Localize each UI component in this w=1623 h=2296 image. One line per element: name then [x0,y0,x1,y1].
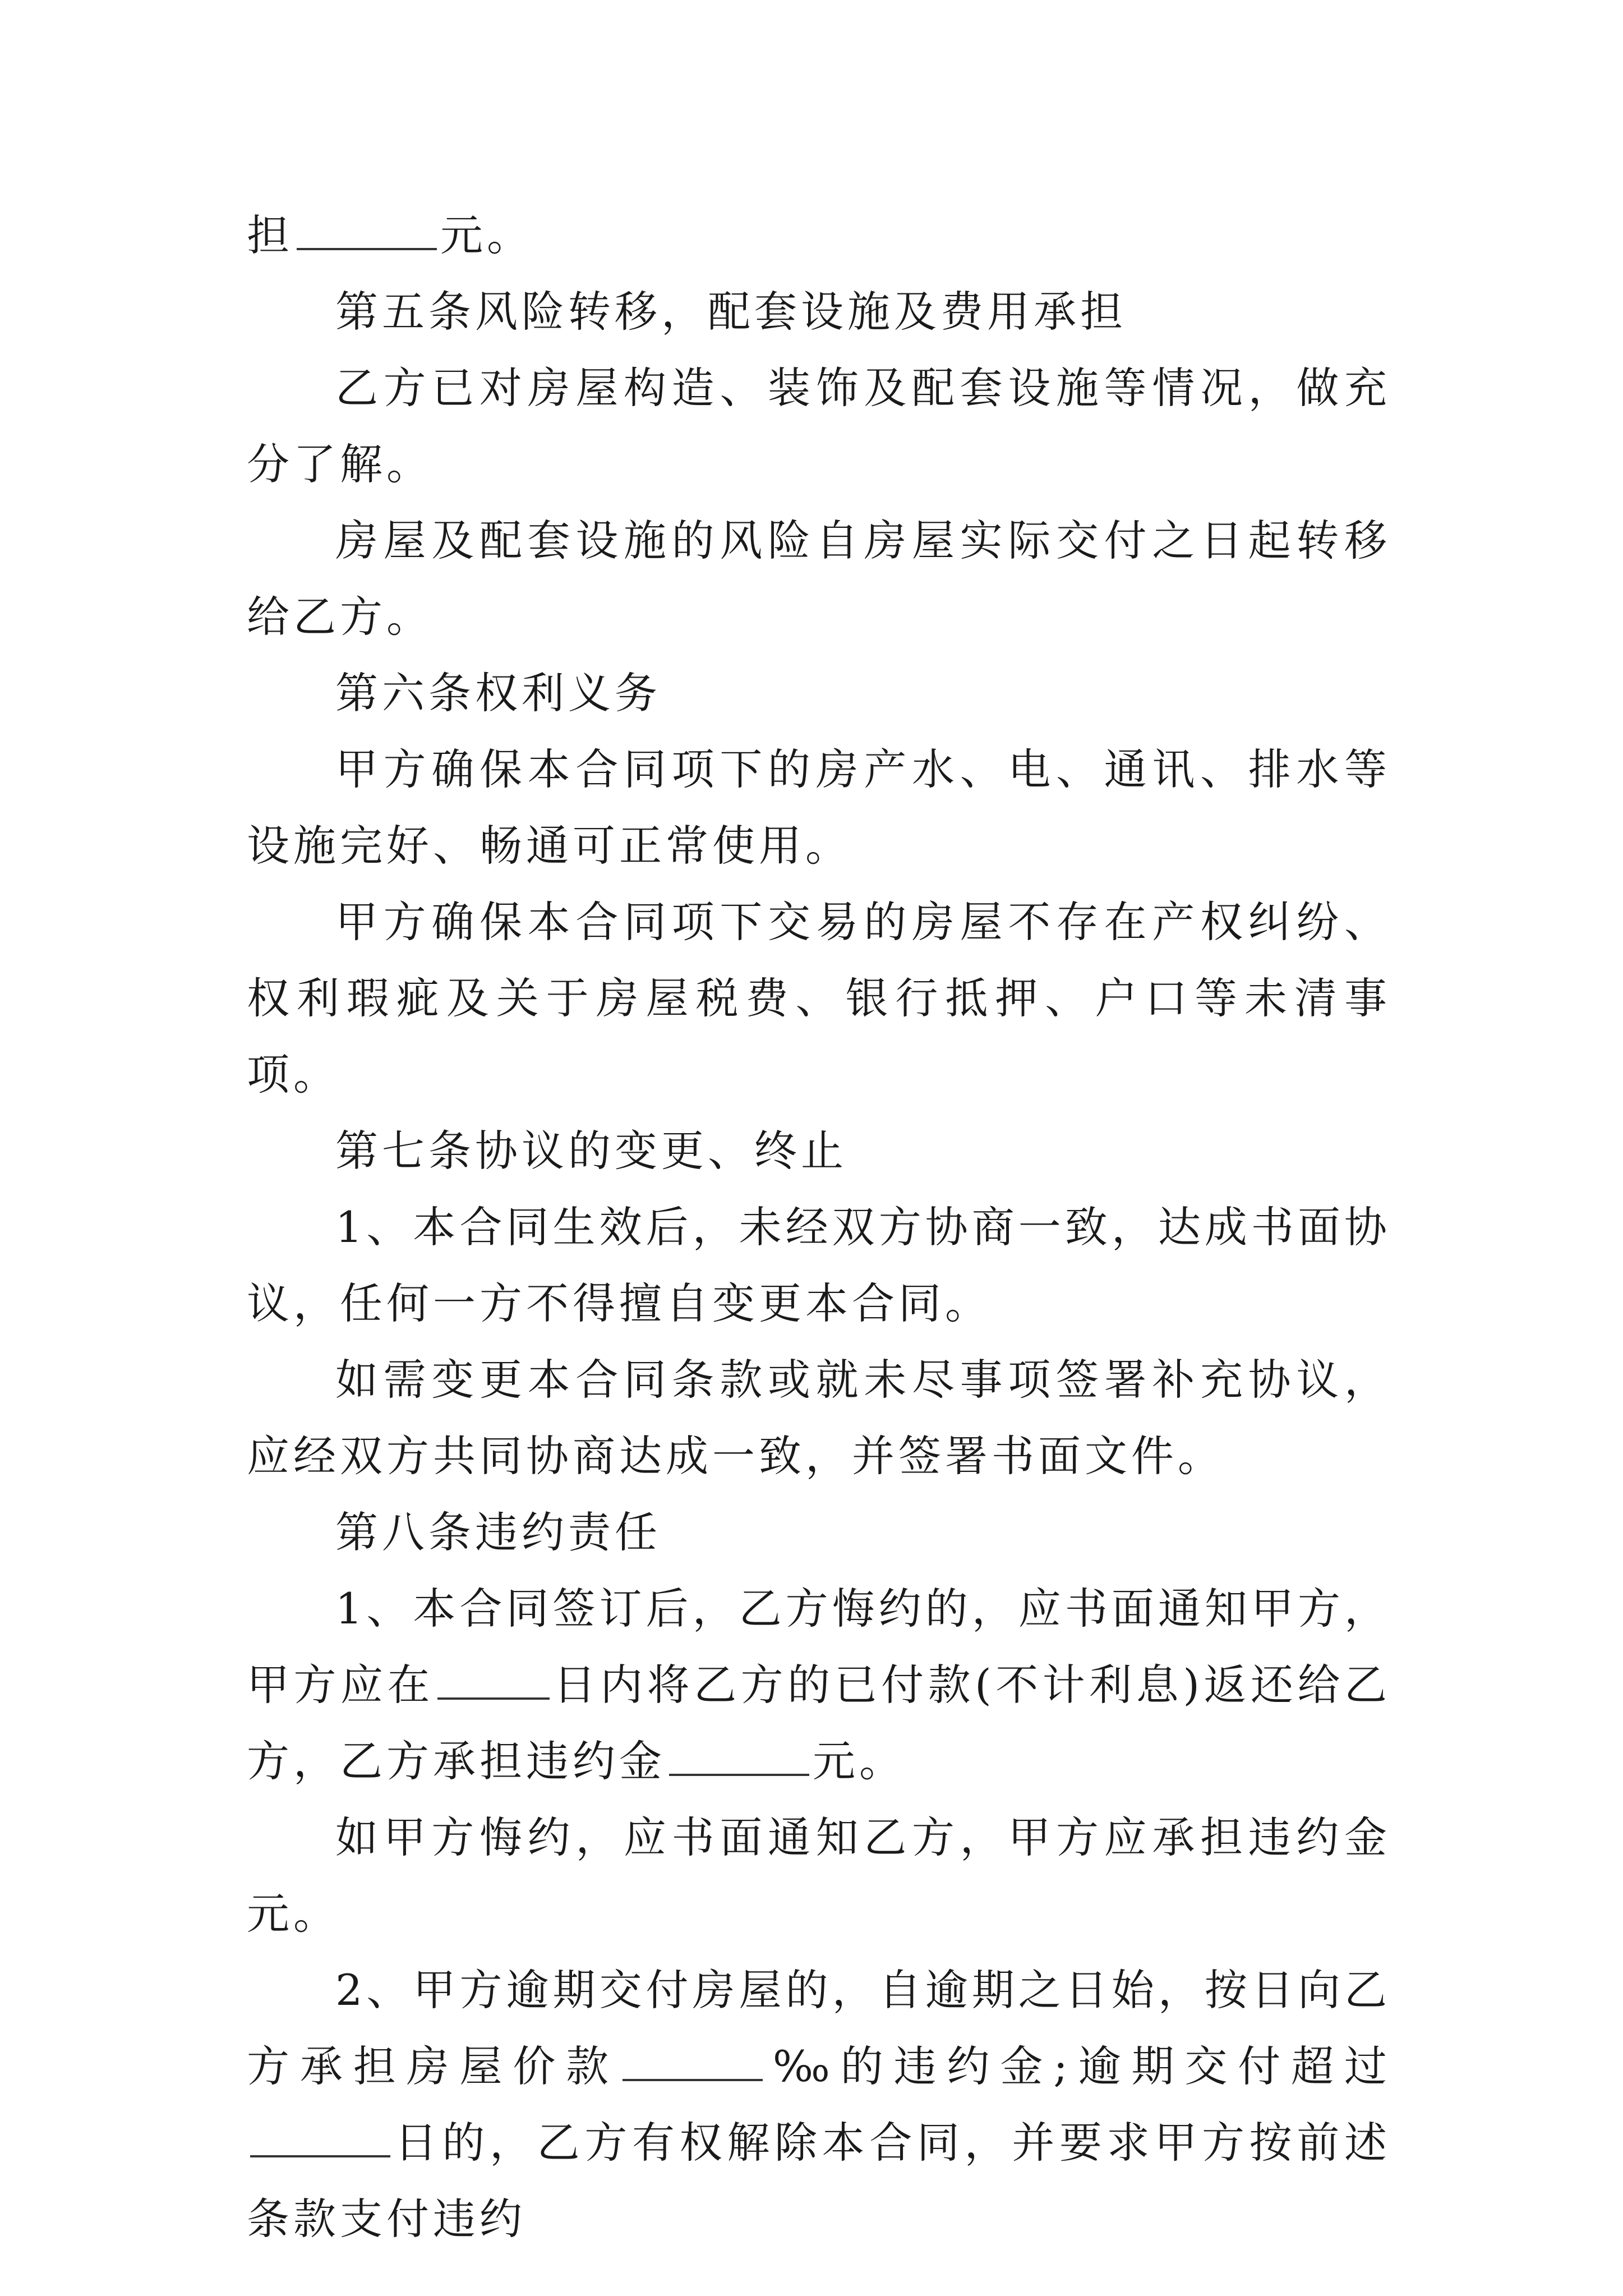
blank-field [669,1740,809,1776]
text-run: 元。 [440,210,533,260]
blank-field [623,2045,763,2081]
paragraph-13: 如甲方悔约，应书面通知乙方，甲方应承担违约金元。 [247,1812,1391,1939]
blank-field [297,214,437,250]
section-heading-5: 第五条风险转移，配套设施及费用承担 [335,287,1127,337]
section-heading-7: 第七条协议的变更、终止 [335,1126,847,1176]
blank-field [250,2122,390,2157]
paragraph-6: 甲方确保本合同项下的房产水、电、通讯、排水等设施完好、畅通可正常使用。 [247,744,1391,871]
text-run: 担 [247,210,293,260]
section-heading-6: 第六条权利义务 [335,668,661,718]
text-run: 2、甲方逾期交付房屋的，自逾期之日始，按日向乙方承担房屋价款 [247,1965,1391,2091]
paragraph-10: 如需变更本合同条款或就未尽事项签署补充协议，应经双方共同协商达成一致，并签署书面文件。 [247,1355,1391,1481]
paragraph-7: 甲方确保本合同项下交易的房屋不存在产权纠纷、权利瑕疵及关于房屋税费、银行抵押、户口等未清事项。 [247,897,1391,1099]
blank-field [437,1664,550,1700]
paragraph-12 [247,1571,1391,1800]
section-heading-8: 第八条违约责任 [335,1507,661,1557]
text-run: 元。 [813,1736,906,1786]
paragraph-1 [247,197,1391,274]
text-run: 日的，乙方有权解除本合同，并要求甲方按前述条款支付违约 [247,2118,1391,2244]
paragraph-14 [247,1952,1391,2257]
text-run: 1、本合同签订后，乙方悔约的，应书面通知甲方，甲方应在 [247,1584,1391,1710]
paragraph-3: 乙方已对房屋构造、装饰及配套设施等情况，做充分了解。 [247,363,1391,489]
text-run: 日内将乙方的已付款(不计利息)返还给乙方，乙方承担违约金 [247,1660,1391,1786]
document-body [247,197,1391,2257]
paragraph-4: 房屋及配套设施的风险自房屋实际交付之日起转移给乙方。 [247,516,1391,642]
paragraph-9: 1、本合同生效后，未经双方协商一致，达成书面协议，任何一方不得擅自变更本合同。 [247,1202,1391,1328]
text-run: ‰的违约金;逾期交付超过 [766,2041,1391,2091]
